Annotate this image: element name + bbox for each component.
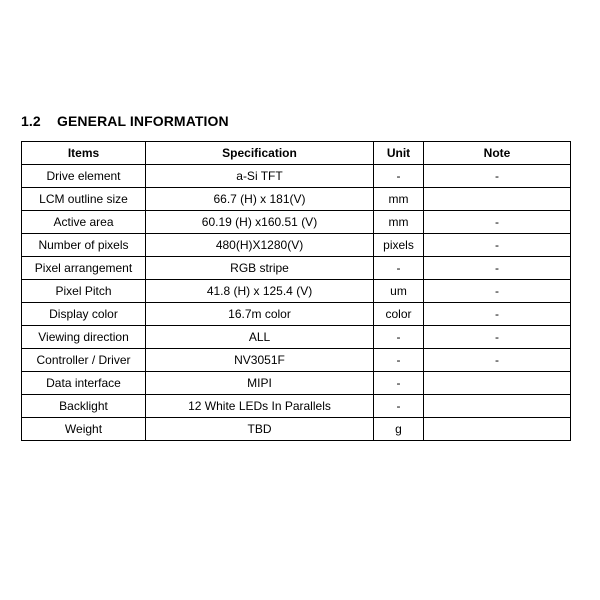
table-header-row (22, 142, 571, 165)
table-row (22, 372, 571, 395)
cell-item: Number of pixels (22, 234, 146, 257)
cell-unit: - (374, 349, 424, 372)
cell-unit: mm (374, 188, 424, 211)
cell-item: Data interface (22, 372, 146, 395)
cell-note: - (424, 165, 571, 188)
cell-item: Pixel Pitch (22, 280, 146, 303)
cell-spec: 41.8 (H) x 125.4 (V) (146, 280, 374, 303)
table-row (22, 395, 571, 418)
cell-note: - (424, 303, 571, 326)
cell-unit: - (374, 257, 424, 280)
cell-note: - (424, 234, 571, 257)
table-row (22, 418, 571, 441)
cell-spec: 60.19 (H) x160.51 (V) (146, 211, 374, 234)
cell-item: Drive element (22, 165, 146, 188)
cell-item: Active area (22, 211, 146, 234)
table-row (22, 303, 571, 326)
cell-unit: - (374, 395, 424, 418)
cell-unit: color (374, 303, 424, 326)
table-row (22, 280, 571, 303)
cell-unit: mm (374, 211, 424, 234)
table-row (22, 349, 571, 372)
cell-spec: ALL (146, 326, 374, 349)
table-row (22, 211, 571, 234)
cell-item: LCM outline size (22, 188, 146, 211)
cell-unit: - (374, 165, 424, 188)
cell-unit: g (374, 418, 424, 441)
cell-unit: pixels (374, 234, 424, 257)
section-title: GENERAL INFORMATION (57, 113, 229, 129)
cell-note (424, 418, 571, 441)
cell-item: Display color (22, 303, 146, 326)
cell-unit: - (374, 326, 424, 349)
section-number: 1.2 (21, 113, 41, 129)
cell-spec: 12 White LEDs In Parallels (146, 395, 374, 418)
cell-item: Viewing direction (22, 326, 146, 349)
cell-spec: 66.7 (H) x 181(V) (146, 188, 374, 211)
cell-spec: TBD (146, 418, 374, 441)
table-row (22, 188, 571, 211)
cell-note: - (424, 257, 571, 280)
cell-note (424, 395, 571, 418)
cell-spec: 16.7m color (146, 303, 374, 326)
cell-note: - (424, 280, 571, 303)
cell-note: - (424, 211, 571, 234)
cell-spec: a-Si TFT (146, 165, 374, 188)
header-note: Note (424, 142, 571, 165)
header-items: Items (22, 142, 146, 165)
cell-item: Weight (22, 418, 146, 441)
table-row (22, 326, 571, 349)
general-information-table (21, 141, 571, 441)
cell-spec: MIPI (146, 372, 374, 395)
table-row (22, 165, 571, 188)
cell-spec: RGB stripe (146, 257, 374, 280)
cell-unit: um (374, 280, 424, 303)
section-heading (21, 113, 229, 129)
cell-item: Backlight (22, 395, 146, 418)
cell-unit: - (374, 372, 424, 395)
table-row (22, 234, 571, 257)
cell-note (424, 372, 571, 395)
cell-note (424, 188, 571, 211)
cell-spec: 480(H)X1280(V) (146, 234, 374, 257)
cell-item: Controller / Driver (22, 349, 146, 372)
cell-note: - (424, 326, 571, 349)
header-unit: Unit (374, 142, 424, 165)
cell-item: Pixel arrangement (22, 257, 146, 280)
table-row (22, 257, 571, 280)
header-specification: Specification (146, 142, 374, 165)
cell-spec: NV3051F (146, 349, 374, 372)
cell-note: - (424, 349, 571, 372)
